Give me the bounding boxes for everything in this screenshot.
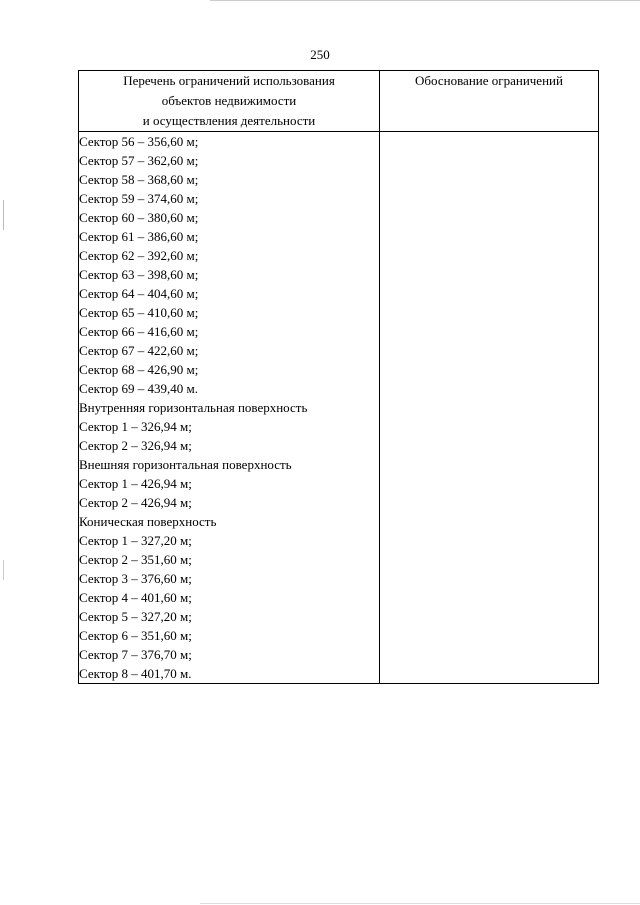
list-item: Сектор 67 – 422,60 м; xyxy=(79,343,199,358)
list-item: Сектор 6 – 351,60 м; xyxy=(79,628,192,643)
list-item: Сектор 68 – 426,90 м; xyxy=(79,362,199,377)
header-line: и осуществления деятельности xyxy=(142,113,316,128)
scan-mark-left xyxy=(3,200,4,230)
scan-mark-left-lower xyxy=(3,560,4,580)
header-line: объектов недвижимости xyxy=(161,93,297,108)
list-item: Сектор 7 – 376,70 м; xyxy=(79,647,192,662)
table-header-row xyxy=(79,71,599,132)
list-item: Сектор 57 – 362,60 м; xyxy=(79,153,199,168)
page-number: 250 xyxy=(310,47,330,62)
list-item: Сектор 3 – 376,60 м; xyxy=(79,571,192,586)
justification-cell xyxy=(380,132,599,684)
list-item: Сектор 69 – 439,40 м. xyxy=(79,381,198,396)
header-line: Перечень ограничений использования xyxy=(123,73,335,88)
list-item: Сектор 1 – 426,94 м; xyxy=(79,476,192,491)
list-item: Сектор 66 – 416,60 м; xyxy=(79,324,199,339)
list-item: Внешняя горизонтальная поверхность xyxy=(79,457,292,472)
list-item: Сектор 65 – 410,60 м; xyxy=(79,305,199,320)
scan-edge-bottom xyxy=(200,903,640,904)
table-row xyxy=(79,132,599,684)
list-item: Сектор 1 – 326,94 м; xyxy=(79,419,192,434)
list-item: Сектор 2 – 326,94 м; xyxy=(79,438,192,453)
list-item: Сектор 2 – 351,60 м; xyxy=(79,552,192,567)
list-item: Сектор 56 – 356,60 м; xyxy=(79,134,199,149)
list-item: Сектор 64 – 404,60 м; xyxy=(79,286,199,301)
list-item: Сектор 61 – 386,60 м; xyxy=(79,229,199,244)
list-item: Коническая поверхность xyxy=(79,514,217,529)
scan-edge-top xyxy=(210,0,640,1)
header-justification: Обоснование ограничений xyxy=(380,71,599,132)
list-item: Сектор 59 – 374,60 м; xyxy=(79,191,199,206)
limitations-cell xyxy=(79,132,380,684)
list-item: Сектор 1 – 327,20 м; xyxy=(79,533,192,548)
list-item: Сектор 4 – 401,60 м; xyxy=(79,590,192,605)
list-item: Сектор 62 – 392,60 м; xyxy=(79,248,199,263)
list-item: Сектор 8 – 401,70 м. xyxy=(79,666,192,681)
list-item: Сектор 5 – 327,20 м; xyxy=(79,609,192,624)
list-item: Сектор 63 – 398,60 м; xyxy=(79,267,199,282)
list-item: Сектор 58 – 368,60 м; xyxy=(79,172,199,187)
header-limitations-list xyxy=(79,71,380,132)
list-item: Сектор 60 – 380,60 м; xyxy=(79,210,199,225)
list-item: Сектор 2 – 426,94 м; xyxy=(79,495,192,510)
list-item: Внутренняя горизонтальная поверхность xyxy=(79,400,308,415)
limitations-table xyxy=(78,70,599,684)
